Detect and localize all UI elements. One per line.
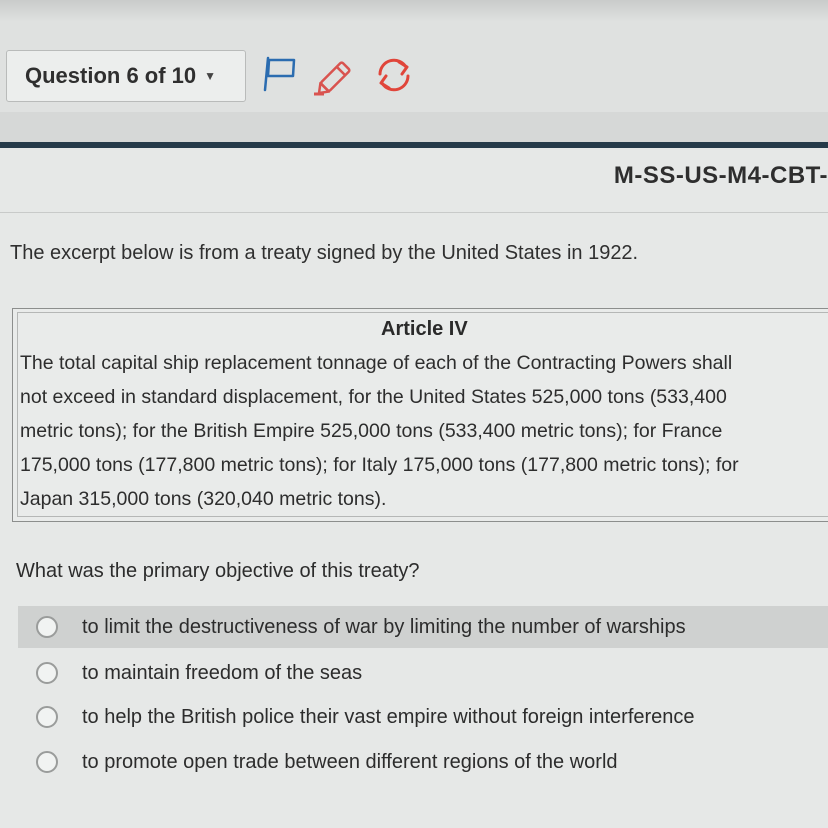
sub-toolbar <box>0 112 828 142</box>
question-nav-dropdown[interactable] <box>6 50 246 102</box>
refresh-icon <box>372 54 416 96</box>
test-code: M-SS-US-M4-CBT- <box>613 162 828 189</box>
toolbar-shadow <box>0 0 828 22</box>
answer-option[interactable] <box>18 652 828 694</box>
excerpt-line: The total capital ship replacement tonnage of each of the Contracting Powers shall <box>20 352 733 374</box>
option-label: to maintain freedom of the seas <box>82 661 363 684</box>
intro-text: The excerpt below is from a treaty signed by the United States in 1922. <box>10 242 639 264</box>
option-label: to promote open trade between different regions of the world <box>82 750 618 773</box>
refresh-button[interactable] <box>372 54 416 101</box>
excerpt-line: not exceed in standard displacement, for the United States 525,000 tons (533,400 <box>20 386 727 408</box>
pencil-icon <box>312 54 360 98</box>
radio-button[interactable] <box>36 706 58 728</box>
option-label: to help the British police their vast empire without foreign interference <box>82 705 695 728</box>
option-label: to limit the destructiveness of war by limiting the number of warships <box>82 615 686 638</box>
question-text: What was the primary objective of this treaty? <box>16 560 420 582</box>
caret-down-icon: ▼ <box>204 69 217 83</box>
answer-option[interactable] <box>18 696 828 738</box>
answer-option[interactable] <box>18 606 828 648</box>
radio-button[interactable] <box>36 751 58 773</box>
question-nav-label: Question 6 of 10 <box>25 63 197 88</box>
excerpt-line: metric tons); for the British Empire 525,000 tons (533,400 metric tons); for France <box>20 420 723 442</box>
radio-button[interactable] <box>36 616 58 638</box>
excerpt-line: 175,000 tons (177,800 metric tons); for Italy 175,000 tons (177,800 metric tons); for <box>20 454 739 476</box>
pencil-button[interactable] <box>312 54 360 103</box>
radio-button[interactable] <box>36 662 58 684</box>
flag-icon <box>262 54 300 94</box>
excerpt-title: Article IV <box>381 318 468 340</box>
divider <box>0 212 828 213</box>
answer-option[interactable] <box>18 741 828 783</box>
flag-button[interactable] <box>262 54 300 99</box>
excerpt-line: Japan 315,000 tons (320,040 metric tons). <box>20 488 387 510</box>
excerpt-body <box>20 346 820 516</box>
